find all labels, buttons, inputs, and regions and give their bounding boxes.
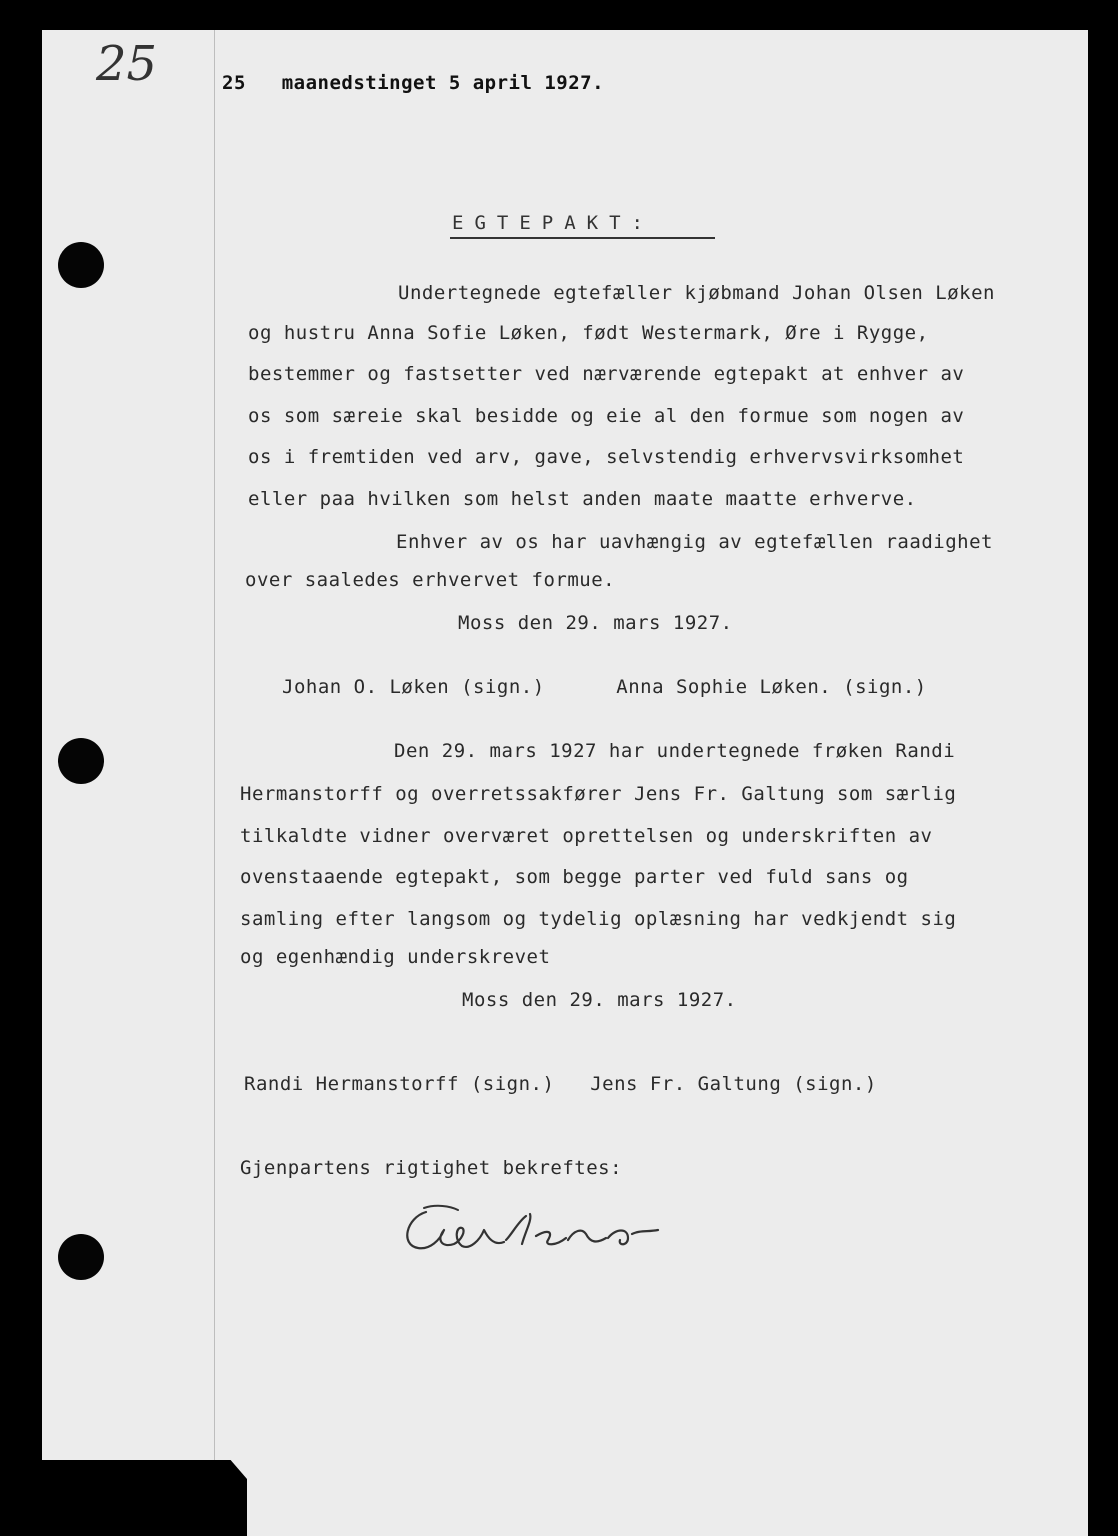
certification-line: Gjenpartens rigtighet bekreftes:	[240, 1157, 623, 1179]
text-line: Enhver av os har uavhængig av egtefællen raadighet	[396, 531, 993, 553]
place-date-line: Moss den 29. mars 1927.	[462, 989, 737, 1011]
text-line: Undertegnede egtefæller kjøbmand Johan Olsen Løken	[398, 282, 995, 304]
text-line: Hermanstorff og overretssakfører Jens Fr. Galtung som særlig	[240, 783, 957, 805]
signatures-line: Johan O. Løken (sign.) Anna Sophie Løken. (sign.)	[282, 676, 927, 698]
text-line: og hustru Anna Sofie Løken, født Westermark, Øre i Rygge,	[248, 322, 929, 344]
handwritten-signature	[396, 1200, 666, 1260]
title-underline	[450, 237, 715, 239]
page-corner-shadow	[42, 1460, 247, 1536]
text-line: os som særeie skal besidde og eie al den formue som nogen av	[248, 405, 965, 427]
text-line: bestemmer og fastsetter ved nærværende egtepakt at enhver av	[248, 363, 965, 385]
document-title: EGTEPAKT:	[452, 212, 654, 234]
text-line: os i fremtiden ved arv, gave, selvstendig erhvervsvirksomhet	[248, 446, 965, 468]
text-line: samling efter langsom og tydelig oplæsning har vedkjendt sig	[240, 908, 957, 930]
text-line: Den 29. mars 1927 har undertegnede frøken Randi	[394, 740, 956, 762]
margin-rule	[214, 30, 215, 1490]
punch-hole-middle	[58, 738, 104, 784]
place-date-line: Moss den 29. mars 1927.	[458, 612, 733, 634]
margin-page-number: 25	[96, 36, 158, 92]
witness-signatures-line: Randi Hermanstorff (sign.) Jens Fr. Galtung (sign.)	[244, 1073, 877, 1095]
text-line: og egenhændig underskrevet	[240, 946, 551, 968]
text-line: over saaledes erhvervet formue.	[245, 569, 616, 591]
punch-hole-bottom	[58, 1234, 104, 1280]
text-line: ovenstaaende egtepakt, som begge parter ved fuld sans og	[240, 866, 909, 888]
document-header: 25 maanedstinget 5 april 1927.	[222, 72, 605, 94]
text-line: tilkaldte vidner overværet oprettelsen og underskriften av	[240, 825, 933, 847]
punch-hole-top	[58, 242, 104, 288]
text-line: eller paa hvilken som helst anden maate maatte erhverve.	[248, 488, 917, 510]
